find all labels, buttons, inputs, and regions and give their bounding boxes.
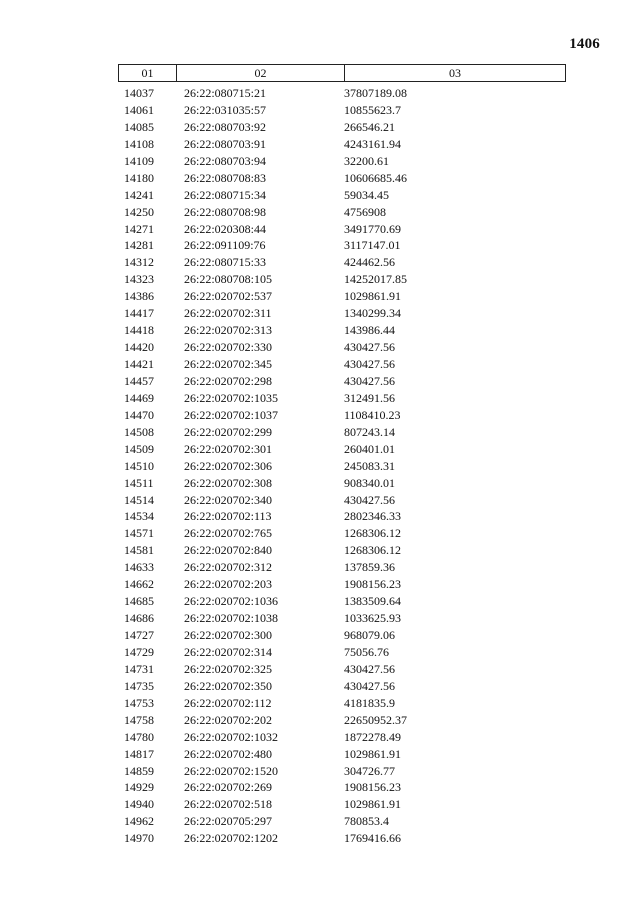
value-cell: 75056.76: [344, 644, 389, 659]
row-id-cell: 14731: [124, 661, 154, 676]
value-cell: 14252017.85: [344, 272, 407, 287]
cadastral-number-cell: 26:22:020702:1202: [184, 831, 279, 846]
value-cell: 780853.4: [344, 814, 389, 829]
row-id-cell: 14457: [124, 373, 154, 388]
cadastral-number-cell: 26:22:080708:83: [184, 170, 267, 185]
cadastral-number-cell: 26:22:020702:299: [184, 424, 273, 439]
value-cell: 1268306.12: [344, 526, 401, 541]
row-id-cell: 14281: [124, 238, 154, 253]
table-row: [118, 661, 566, 678]
row-id-cell: 14753: [124, 695, 154, 710]
cadastral-number-cell: 26:22:020702:840: [184, 543, 273, 558]
cadastral-number-cell: 26:22:080715:33: [184, 255, 267, 270]
table-row: [118, 458, 566, 475]
table-row: [118, 813, 566, 830]
cadastral-number-cell: 26:22:020702:113: [184, 509, 272, 524]
table-row: [118, 102, 566, 119]
cadastral-number-cell: 26:22:020702:1037: [184, 407, 279, 422]
column-header-01: 01: [119, 65, 177, 81]
cadastral-number-cell: 26:22:020702:1520: [184, 763, 279, 778]
table-row: [118, 356, 566, 373]
value-cell: 430427.56: [344, 492, 395, 507]
cadastral-number-cell: 26:22:020705:297: [184, 814, 273, 829]
table-row: [118, 288, 566, 305]
value-cell: 430427.56: [344, 373, 395, 388]
value-cell: 1383509.64: [344, 594, 401, 609]
table-row: [118, 610, 566, 627]
cadastral-number-cell: 26:22:020702:1032: [184, 729, 279, 744]
table-row: [118, 441, 566, 458]
value-cell: 908340.01: [344, 475, 395, 490]
row-id-cell: 14970: [124, 831, 154, 846]
row-id-cell: 14859: [124, 763, 154, 778]
cadastral-number-cell: 26:22:080703:91: [184, 136, 267, 151]
value-cell: 32200.61: [344, 153, 389, 168]
value-cell: 1340299.34: [344, 306, 401, 321]
value-cell: 143986.44: [344, 323, 395, 338]
cadastral-number-cell: 26:22:020702:1038: [184, 611, 279, 626]
table-row: [118, 85, 566, 102]
table-row: [118, 492, 566, 509]
table-row: [118, 542, 566, 559]
row-id-cell: 14662: [124, 577, 154, 592]
cadastral-number-cell: 26:22:020702:330: [184, 340, 273, 355]
cadastral-number-cell: 26:22:080703:92: [184, 119, 267, 134]
cadastral-number-cell: 26:22:020702:298: [184, 373, 273, 388]
row-id-cell: 14962: [124, 814, 154, 829]
table-row: [118, 559, 566, 576]
cadastral-number-cell: 26:22:020702:311: [184, 306, 272, 321]
cadastral-number-cell: 26:22:020702:1035: [184, 390, 279, 405]
value-cell: 312491.56: [344, 390, 395, 405]
cadastral-number-cell: 26:22:020702:300: [184, 628, 273, 642]
table-row: [118, 322, 566, 339]
row-id-cell: 14085: [124, 119, 154, 134]
table-row: [118, 746, 566, 763]
table-row: [118, 339, 566, 356]
value-cell: 260401.01: [344, 441, 395, 456]
row-id-cell: 14271: [124, 221, 154, 236]
value-cell: 430427.56: [344, 357, 395, 371]
row-id-cell: 14323: [124, 272, 154, 287]
cadastral-number-cell: 26:22:020702:765: [184, 526, 273, 541]
row-id-cell: 14735: [124, 678, 154, 693]
table-row: [118, 712, 566, 729]
table-row: [118, 221, 566, 238]
value-cell: 1033625.93: [344, 611, 401, 626]
value-cell: 1029861.91: [344, 289, 401, 304]
table-row: [118, 508, 566, 525]
column-header-02: 02: [177, 65, 345, 81]
row-id-cell: 14511: [124, 475, 154, 490]
table-row: [118, 237, 566, 254]
table-row: [118, 204, 566, 221]
row-id-cell: 14685: [124, 594, 154, 609]
table-row: [118, 796, 566, 813]
row-id-cell: 14420: [124, 340, 154, 355]
page-number: 1406: [569, 36, 600, 52]
row-id-cell: 14241: [124, 187, 154, 202]
row-id-cell: 14180: [124, 170, 154, 185]
value-cell: 266546.21: [344, 119, 395, 134]
cadastral-number-cell: 26:22:080708:105: [184, 272, 273, 287]
cadastral-number-cell: 26:22:020702:301: [184, 441, 273, 456]
cadastral-number-cell: 26:22:020702:313: [184, 323, 273, 338]
cadastral-number-cell: 26:22:080703:94: [184, 153, 267, 168]
row-id-cell: 14571: [124, 526, 154, 541]
cadastral-number-cell: 26:22:080708:98: [184, 204, 267, 219]
table-row: [118, 830, 566, 847]
table-row: [118, 170, 566, 187]
table-row: [118, 407, 566, 424]
value-cell: 1268306.12: [344, 543, 401, 558]
row-id-cell: 14514: [124, 492, 154, 507]
row-id-cell: 14534: [124, 509, 154, 524]
value-cell: 4756908: [344, 204, 386, 219]
table-row: [118, 475, 566, 492]
row-id-cell: 14581: [124, 543, 154, 558]
cadastral-number-cell: 26:22:020308:44: [184, 221, 267, 236]
table-row: [118, 153, 566, 170]
table-row: [118, 593, 566, 610]
value-cell: 22650952.37: [344, 712, 407, 727]
row-id-cell: 14421: [124, 357, 154, 371]
cadastral-number-cell: 26:22:020702:314: [184, 644, 273, 659]
table-body: [118, 85, 566, 847]
cadastral-number-cell: 26:22:020702:480: [184, 746, 273, 761]
table-row: [118, 627, 566, 644]
table-row: [118, 763, 566, 780]
row-id-cell: 14108: [124, 136, 154, 151]
table-header-row: [118, 64, 566, 82]
table-row: [118, 424, 566, 441]
value-cell: 424462.56: [344, 255, 395, 270]
table-row: [118, 576, 566, 593]
cadastral-number-cell: 26:22:020702:350: [184, 678, 273, 693]
value-cell: 1769416.66: [344, 831, 401, 846]
table-row: [118, 678, 566, 695]
table-row: [118, 187, 566, 204]
value-cell: 37807189.08: [344, 86, 407, 100]
value-cell: 4243161.94: [344, 136, 401, 151]
cadastral-number-cell: 26:22:020702:325: [184, 661, 273, 676]
table-row: [118, 644, 566, 661]
value-cell: 430427.56: [344, 678, 395, 693]
row-id-cell: 14817: [124, 746, 154, 761]
row-id-cell: 14780: [124, 729, 154, 744]
row-id-cell: 14633: [124, 560, 154, 575]
value-cell: 1908156.23: [344, 577, 401, 592]
value-cell: 304726.77: [344, 763, 395, 778]
cadastral-number-cell: 26:22:020702:1036: [184, 594, 279, 609]
value-cell: 10606685.46: [344, 170, 407, 185]
table-row: [118, 525, 566, 542]
row-id-cell: 14109: [124, 153, 154, 168]
cadastral-number-cell: 26:22:080715:34: [184, 187, 267, 202]
table-row: [118, 729, 566, 746]
row-id-cell: 14929: [124, 780, 154, 795]
cadastral-number-cell: 26:22:020702:308: [184, 475, 273, 490]
row-id-cell: 14061: [124, 102, 154, 117]
value-cell: 1108410.23: [344, 407, 401, 422]
cadastral-number-cell: 26:22:020702:518: [184, 797, 273, 812]
cadastral-number-cell: 26:22:091109:76: [184, 238, 266, 253]
row-id-cell: 14037: [124, 86, 154, 100]
cadastral-number-cell: 26:22:020702:345: [184, 357, 273, 371]
value-cell: 968079.06: [344, 628, 395, 642]
row-id-cell: 14469: [124, 390, 154, 405]
value-cell: 1872278.49: [344, 729, 401, 744]
value-cell: 245083.31: [344, 458, 395, 473]
row-id-cell: 14312: [124, 255, 154, 270]
value-cell: 430427.56: [344, 661, 395, 676]
cadastral-number-cell: 26:22:020702:340: [184, 492, 273, 507]
value-cell: 10855623.7: [344, 102, 401, 117]
value-cell: 1908156.23: [344, 780, 401, 795]
row-id-cell: 14729: [124, 644, 154, 659]
value-cell: 430427.56: [344, 340, 395, 355]
row-id-cell: 14418: [124, 323, 154, 338]
cadastral-number-cell: 26:22:020702:306: [184, 458, 273, 473]
cadastral-number-cell: 26:22:020702:269: [184, 780, 273, 795]
row-id-cell: 14758: [124, 712, 154, 727]
row-id-cell: 14250: [124, 204, 154, 219]
column-header-03: 03: [449, 66, 461, 80]
table-row: [118, 373, 566, 390]
cadastral-number-cell: 26:22:020702:312: [184, 560, 273, 575]
row-id-cell: 14509: [124, 441, 154, 456]
row-id-cell: 14508: [124, 424, 154, 439]
value-cell: 1029861.91: [344, 746, 401, 761]
table-row: [118, 305, 566, 322]
value-cell: 1029861.91: [344, 797, 401, 812]
cadastral-number-cell: 26:22:020702:202: [184, 712, 273, 727]
row-id-cell: 14386: [124, 289, 154, 304]
value-cell: 807243.14: [344, 424, 395, 439]
table-row: [118, 136, 566, 153]
cadastral-number-cell: 26:22:031035:57: [184, 102, 267, 117]
table-row: [118, 271, 566, 288]
row-id-cell: 14417: [124, 306, 154, 321]
value-cell: 4181835.9: [344, 695, 395, 710]
row-id-cell: 14940: [124, 797, 154, 812]
value-cell: 137859.36: [344, 560, 395, 575]
value-cell: 3491770.69: [344, 221, 401, 236]
cadastral-number-cell: 26:22:020702:112: [184, 695, 272, 710]
table-row: [118, 390, 566, 407]
value-cell: 2802346.33: [344, 509, 401, 524]
value-cell: 59034.45: [344, 187, 389, 202]
cadastral-number-cell: 26:22:080715:21: [184, 86, 267, 100]
row-id-cell: 14510: [124, 458, 154, 473]
table-row: [118, 254, 566, 271]
table-row: [118, 695, 566, 712]
table-row: [118, 119, 566, 136]
cadastral-number-cell: 26:22:020702:537: [184, 289, 273, 304]
data-table: [118, 64, 566, 847]
row-id-cell: 14470: [124, 407, 154, 422]
cadastral-number-cell: 26:22:020702:203: [184, 577, 273, 592]
row-id-cell: 14686: [124, 611, 154, 626]
table-row: [118, 779, 566, 796]
row-id-cell: 14727: [124, 628, 154, 642]
value-cell: 3117147.01: [344, 238, 401, 253]
